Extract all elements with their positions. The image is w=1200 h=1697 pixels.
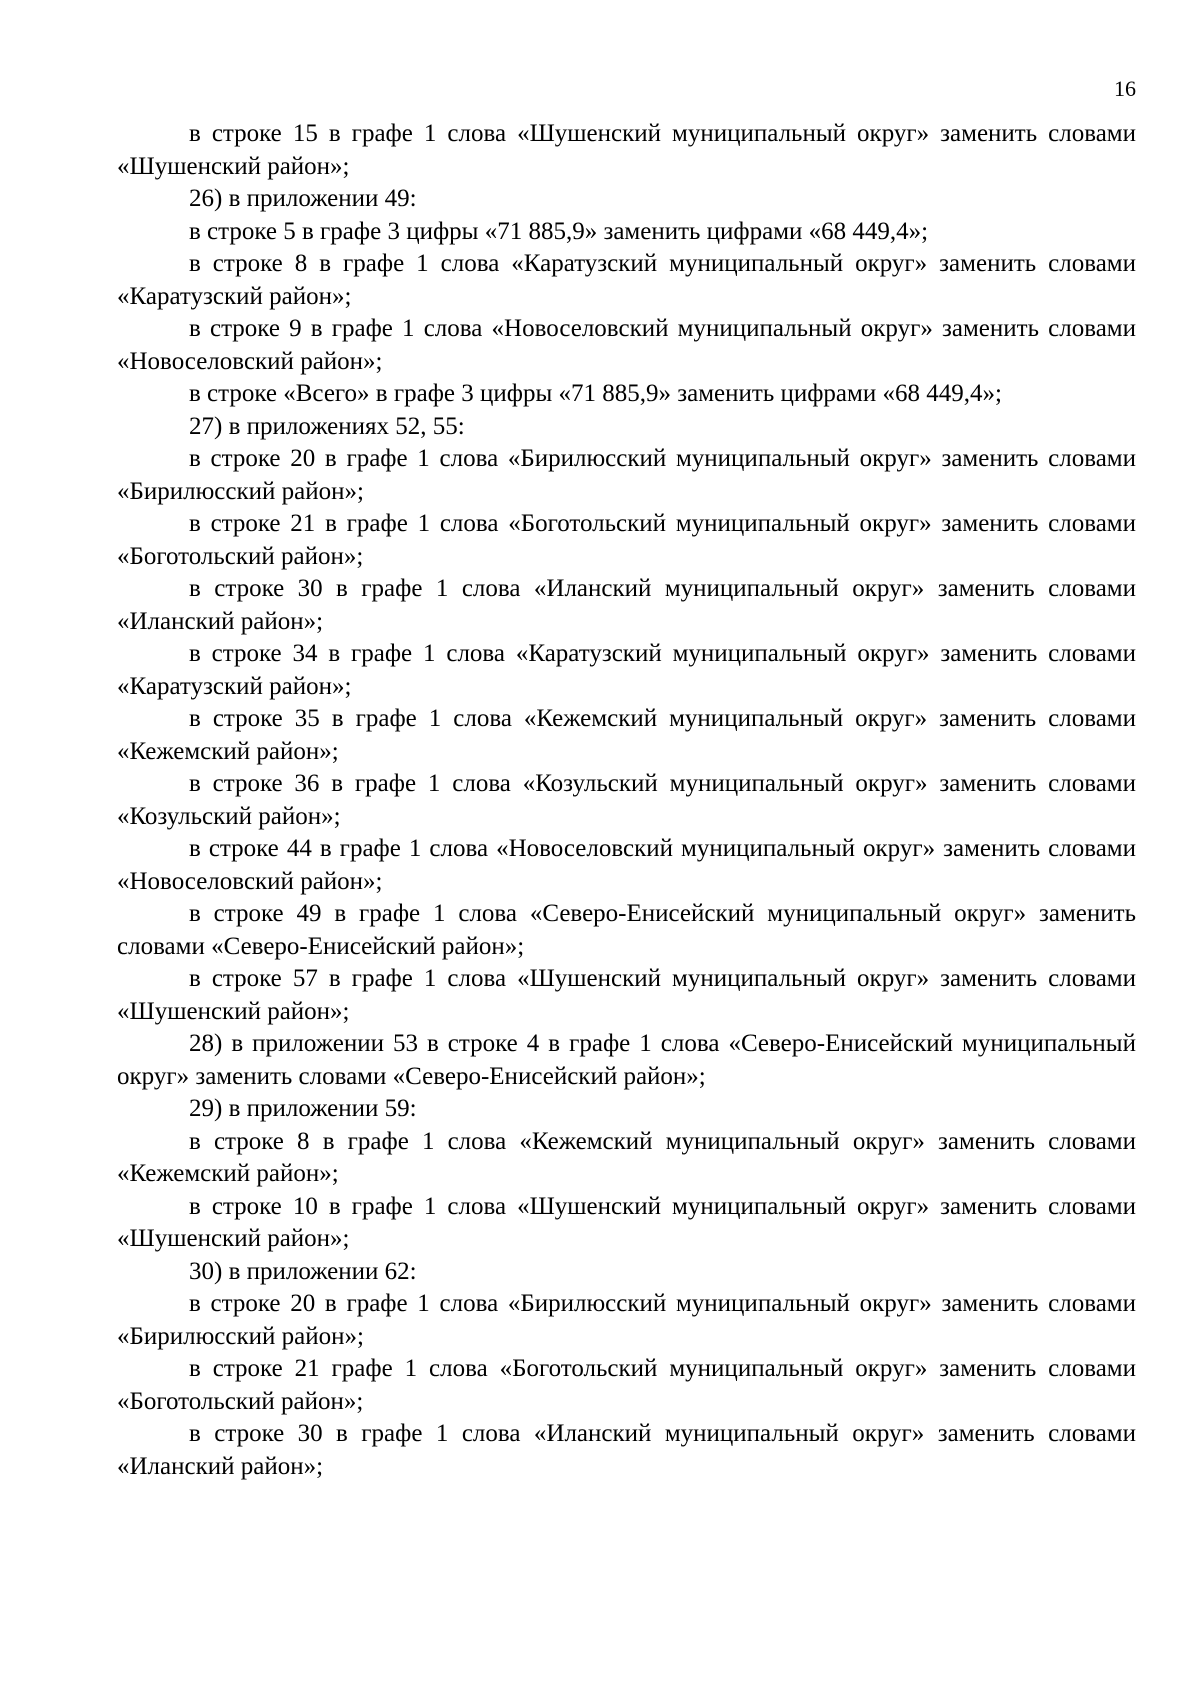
item-heading: 27) в приложениях 52, 55: xyxy=(189,412,465,440)
paragraph: в строке 10 в графе 1 слова «Шушенский муниципальный округ» заменить словами «Шушенский район»; xyxy=(117,1192,1136,1252)
paragraph: в строке 8 в графе 1 слова «Кежемский муниципальный округ» заменить словами «Кежемский район»; xyxy=(117,1127,1136,1187)
page-number: 16 xyxy=(1114,76,1136,101)
paragraph: в строке 35 в графе 1 слова «Кежемский муниципальный округ» заменить словами «Кежемский район»; xyxy=(117,705,1136,765)
paragraph: в строке 21 графе 1 слова «Боготольский муниципальный округ» заменить словами «Боготольский район»; xyxy=(117,1355,1136,1415)
paragraph: в строке 49 в графе 1 слова «Северо-Енисейский муниципальный округ» заменить словами «Северо-Енисейский район»; xyxy=(117,900,1136,960)
paragraph: 28) в приложении 53 в строке 4 в графе 1 слова «Северо-Енисейский муниципальный округ» заменить словами «Северо-Енисейский район»; xyxy=(117,1030,1136,1090)
paragraph: в строке «Всего» в графе 3 цифры «71 885,9» заменить цифрами «68 449,4»; xyxy=(189,380,1002,407)
paragraph: в строке 34 в графе 1 слова «Каратузский муниципальный округ» заменить словами «Каратузский район»; xyxy=(117,640,1136,700)
paragraph: в строке 36 в графе 1 слова «Козульский муниципальный округ» заменить словами «Козульский район»; xyxy=(117,770,1136,830)
paragraph: в строке 8 в графе 1 слова «Каратузский муниципальный округ» заменить словами «Каратузский район»; xyxy=(117,250,1136,310)
paragraph: в строке 20 в графе 1 слова «Бирилюсский муниципальный округ» заменить словами «Бирилюсский район»; xyxy=(117,445,1136,505)
paragraph: в строке 21 в графе 1 слова «Боготольский муниципальный округ» заменить словами «Боготольский район»; xyxy=(117,510,1136,570)
paragraph: в строке 20 в графе 1 слова «Бирилюсский муниципальный округ» заменить словами «Бирилюсский район»; xyxy=(117,1290,1136,1350)
paragraph: в строке 44 в графе 1 слова «Новоселовский муниципальный округ» заменить словами «Новоселовский район»; xyxy=(117,835,1136,895)
document-body xyxy=(117,118,1136,1483)
paragraph: в строке 9 в графе 1 слова «Новоселовский муниципальный округ» заменить словами «Новоселовский район»; xyxy=(117,315,1136,375)
paragraph: в строке 30 в графе 1 слова «Иланский муниципальный округ» заменить словами «Иланский район»; xyxy=(117,1420,1136,1480)
item-heading: 26) в приложении 49: xyxy=(189,185,417,212)
paragraph: в строке 15 в графе 1 слова «Шушенский муниципальный округ» заменить словами «Шушенский район»; xyxy=(117,120,1136,180)
paragraph: в строке 57 в графе 1 слова «Шушенский муниципальный округ» заменить словами «Шушенский район»; xyxy=(117,965,1136,1025)
paragraph: в строке 30 в графе 1 слова «Иланский муниципальный округ» заменить словами «Иланский район»; xyxy=(117,575,1136,635)
item-heading: 30) в приложении 62: xyxy=(189,1257,417,1285)
paragraph: в строке 5 в графе 3 цифры «71 885,9» заменить цифрами «68 449,4»; xyxy=(189,217,929,245)
item-heading: 29) в приложении 59: xyxy=(189,1095,417,1122)
